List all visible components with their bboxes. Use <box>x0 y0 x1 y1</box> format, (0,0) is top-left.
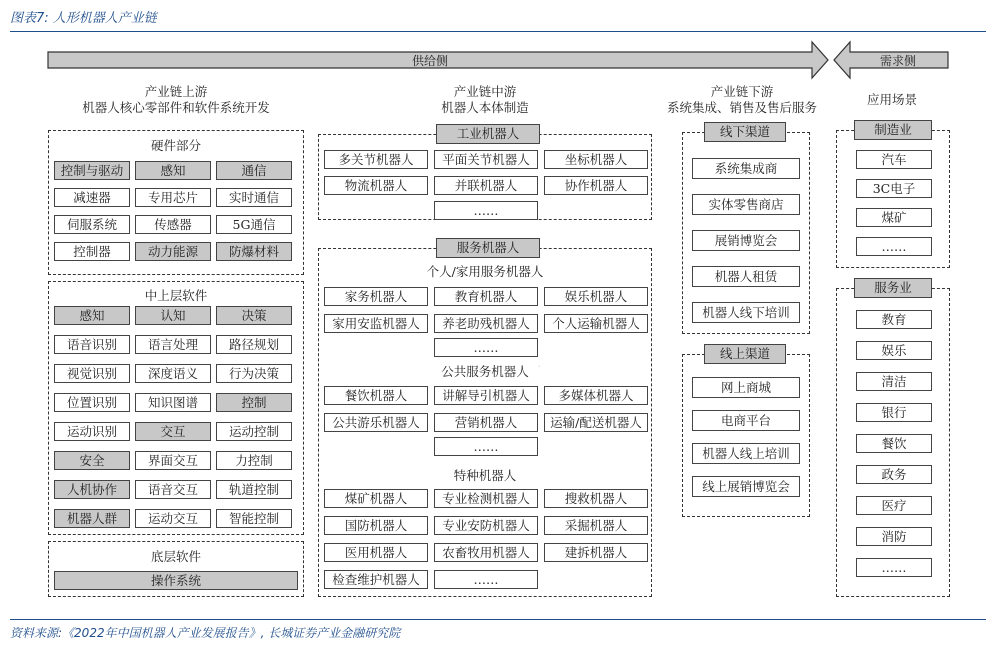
upstream-heading-line2: 机器人核心零部件和软件系统开发 <box>82 100 270 115</box>
hardware-cell: 感知 <box>135 161 211 180</box>
services-item: 消防 <box>856 527 932 546</box>
software-cell: 知识图谱 <box>135 393 211 412</box>
hardware-cell: 通信 <box>216 161 292 180</box>
special-robot-cell: 农畜牧用机器人 <box>434 543 538 562</box>
software-cell: 人机协作 <box>54 480 130 499</box>
hardware-cell: 防爆材料 <box>216 242 292 261</box>
software-cell: 安全 <box>54 451 130 470</box>
downstream-heading <box>654 84 830 116</box>
software-cell: 路径规划 <box>216 335 292 354</box>
os-cell: 操作系统 <box>54 571 298 590</box>
special-more-cell: …… <box>434 570 538 589</box>
online-channel-item: 线上展销博览会 <box>692 476 800 497</box>
public-service-title: 公共服务机器人 <box>441 364 529 379</box>
software-cell: 位置识别 <box>54 393 130 412</box>
public-robot-cell: 多媒体机器人 <box>544 386 648 405</box>
software-cell: 智能控制 <box>216 509 292 528</box>
manufacturing-item: 煤矿 <box>856 208 932 227</box>
personal-service-title: 个人/家用服务机器人 <box>426 264 544 279</box>
services-item: 清洁 <box>856 372 932 391</box>
industrial-robot-tag: 工业机器人 <box>436 124 540 144</box>
flow-arrows <box>0 0 996 90</box>
public-robot-cell: 讲解导引机器人 <box>434 386 538 405</box>
hardware-cell: 控制与驱动 <box>54 161 130 180</box>
hardware-cell: 实时通信 <box>216 188 292 207</box>
software-title: 中上层软件 <box>144 288 208 303</box>
offline-channel-item: 系统集成商 <box>692 158 800 179</box>
special-robot-cell: 专业检测机器人 <box>434 489 538 508</box>
upstream-heading-line1: 产业链上游 <box>144 84 208 99</box>
software-cell: 交互 <box>135 422 211 441</box>
special-robot-cell: 专业安防机器人 <box>434 516 538 535</box>
software-cell: 语音交互 <box>135 480 211 499</box>
industrial-robot-cell: 协作机器人 <box>544 176 648 195</box>
hardware-cell: 动力能源 <box>135 242 211 261</box>
hardware-cell: 5G通信 <box>216 215 292 234</box>
source-note: 资料来源:《2022年中国机器人产业发展报告》, 长城证券产业金融研究院 <box>10 626 401 640</box>
special-robot-cell: 采掘机器人 <box>544 516 648 535</box>
supply-side-label: 供给侧 <box>411 54 448 68</box>
services-item: 银行 <box>856 403 932 422</box>
personal-robot-cell: 家务机器人 <box>324 287 428 306</box>
midstream-heading <box>318 84 652 116</box>
online-channel-item: 电商平台 <box>692 410 800 431</box>
software-cell: 机器人群 <box>54 509 130 528</box>
offline-channel-item: 实体零售商店 <box>692 194 800 215</box>
manufacturing-item: 汽车 <box>856 150 932 169</box>
industrial-robot-cell: 多关节机器人 <box>324 150 428 169</box>
offline-channel-item: 机器人线下培训 <box>692 302 800 323</box>
public-robot-cell: 餐饮机器人 <box>324 386 428 405</box>
online-channel-item: 机器人线上培训 <box>692 443 800 464</box>
offline-channel-item: 展销博览会 <box>692 230 800 251</box>
watermark: · <box>535 362 543 372</box>
software-cell: 感知 <box>54 306 130 325</box>
services-item: 政务 <box>856 465 932 484</box>
industrial-robot-cell: 平面关节机器人 <box>434 150 538 169</box>
hardware-cell: 减速器 <box>54 188 130 207</box>
hardware-title: 硬件部分 <box>150 138 201 153</box>
software-cell: 决策 <box>216 306 292 325</box>
demand-side-label: 需求侧 <box>879 54 916 68</box>
software-cell: 运动控制 <box>216 422 292 441</box>
industrial-robot-cell: 物流机器人 <box>324 176 428 195</box>
special-robot-cell: 国防机器人 <box>324 516 428 535</box>
personal-robot-cell: 教育机器人 <box>434 287 538 306</box>
software-cell: 运动交互 <box>135 509 211 528</box>
public-robot-cell: 运输/配送机器人 <box>544 413 648 432</box>
software-cell: 语音识别 <box>54 335 130 354</box>
software-cell: 行为决策 <box>216 364 292 383</box>
services-item: …… <box>856 558 932 577</box>
personal-robot-cell: 娱乐机器人 <box>544 287 648 306</box>
manufacturing-tag: 制造业 <box>854 120 932 140</box>
manufacturing-item: …… <box>856 237 932 256</box>
midstream-heading-line2: 机器人本体制造 <box>441 100 529 115</box>
industrial-robot-cell: 并联机器人 <box>434 176 538 195</box>
services-tag: 服务业 <box>854 278 932 298</box>
figure-title: 图表7: 人形机器人产业链 <box>10 11 157 26</box>
personal-robot-cell: 家用安监机器人 <box>324 314 428 333</box>
industrial-more-cell: …… <box>434 201 538 220</box>
bottom-rule <box>10 619 986 620</box>
software-cell: 视觉识别 <box>54 364 130 383</box>
personal-robot-cell: 养老助残机器人 <box>434 314 538 333</box>
offline-channel-tag: 线下渠道 <box>704 122 786 142</box>
hardware-cell: 伺服系统 <box>54 215 130 234</box>
special-robot-cell: 建拆机器人 <box>544 543 648 562</box>
software-cell: 控制 <box>216 393 292 412</box>
downstream-heading-line1: 产业链下游 <box>710 84 774 99</box>
software-cell: 深度语义 <box>135 364 211 383</box>
upstream-heading <box>48 84 304 116</box>
midstream-heading-line1: 产业链中游 <box>453 84 517 99</box>
special-robot-title: 特种机器人 <box>453 468 517 483</box>
application-heading: 应用场景 <box>866 92 917 107</box>
offline-channel-item: 机器人租赁 <box>692 266 800 287</box>
manufacturing-item: 3C电子 <box>856 179 932 198</box>
software-cell: 轨道控制 <box>216 480 292 499</box>
public-robot-cell: 公共游乐机器人 <box>324 413 428 432</box>
services-item: 餐饮 <box>856 434 932 453</box>
special-robot-cell: 检查维护机器人 <box>324 570 428 589</box>
services-item: 医疗 <box>856 496 932 515</box>
special-robot-cell: 搜救机器人 <box>544 489 648 508</box>
personal-more-cell: …… <box>434 338 538 357</box>
downstream-heading-line2: 系统集成、销售及售后服务 <box>666 100 817 115</box>
online-channel-item: 网上商城 <box>692 377 800 398</box>
base-software-title: 底层软件 <box>150 549 201 564</box>
software-cell: 语言处理 <box>135 335 211 354</box>
hardware-cell: 专用芯片 <box>135 188 211 207</box>
software-cell: 运动识别 <box>54 422 130 441</box>
hardware-cell: 传感器 <box>135 215 211 234</box>
hardware-cell: 控制器 <box>54 242 130 261</box>
public-robot-cell: 营销机器人 <box>434 413 538 432</box>
software-cell: 认知 <box>135 306 211 325</box>
personal-robot-cell: 个人运输机器人 <box>544 314 648 333</box>
online-channel-tag: 线上渠道 <box>704 344 786 364</box>
software-cell: 力控制 <box>216 451 292 470</box>
services-item: 教育 <box>856 310 932 329</box>
industrial-robot-cell: 坐标机器人 <box>544 150 648 169</box>
software-cell: 界面交互 <box>135 451 211 470</box>
services-item: 娱乐 <box>856 341 932 360</box>
special-robot-cell: 煤矿机器人 <box>324 489 428 508</box>
special-robot-cell: 医用机器人 <box>324 543 428 562</box>
service-robot-tag: 服务机器人 <box>436 238 540 258</box>
public-more-cell: …… <box>434 437 538 456</box>
